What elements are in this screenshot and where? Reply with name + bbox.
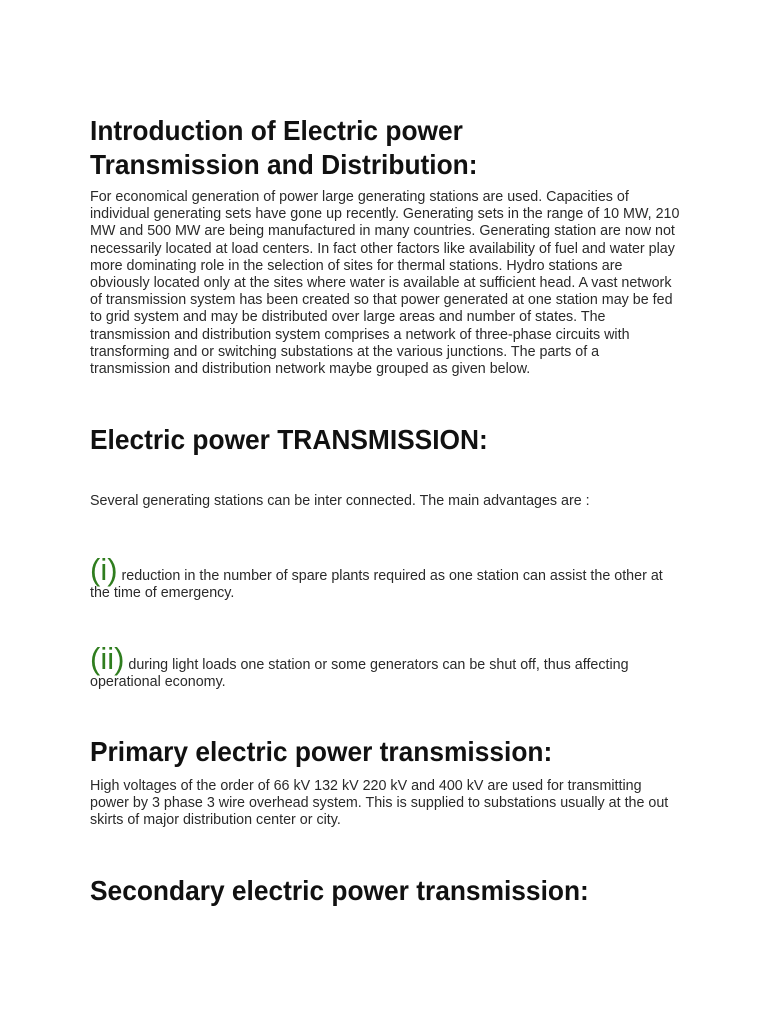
primary-transmission-heading: Primary electric power transmission: [90, 736, 553, 767]
advantage-text-1: reduction in the number of spare plants required as one station can assist the other at the time of emergency. [90, 568, 663, 602]
intro-paragraph: For economical generation of power large generating stations are used. Capacities of individual generating sets have gone up recently. Generating sets in the range of 10 MW, 210 MW and 500 MW are being manufactured in many countries. Generating station are now not necessarily located at load centers. In fact other factors like availability of fuel and water play more dominating role in the selection of sites for thermal stations. Hydro stations are obviously located only at the sites where water is available at sufficient head. A vast network of transmission system has been created so that power generated at one station may be fed to grid system and may be distributed over large areas and number of states. The transmission and distribution system comprises a network of three-phase circuits with transforming and or switching substations at the various junctions. The parts of a transmission and distribution network maybe grouped as given below. [90, 189, 680, 378]
intro-heading-line2: Transmission and Distribution: [90, 149, 478, 180]
primary-transmission-paragraph: High voltages of the order of 66 kV 132 kV 220 kV and 400 kV are used for transmitting power by 3 phase 3 wire overhead system. This is supplied to substations usually at the out skirts of major distribution center or city. [90, 778, 669, 829]
intro-heading [90, 114, 478, 182]
intro-heading-line1: Introduction of Electric power [90, 115, 463, 146]
transmission-intro-paragraph: Several generating stations can be inter connected. The main advantages are : [90, 493, 590, 509]
advantage-item-1 [90, 552, 682, 602]
transmission-heading: Electric power TRANSMISSION: [90, 424, 488, 455]
advantage-marker-2: (ii) [90, 641, 125, 676]
advantage-marker-1: (i) [90, 552, 118, 587]
secondary-transmission-heading: Secondary electric power transmission: [90, 875, 589, 906]
advantage-text-2: during light loads one station or some generators can be shut off, thus affecting operational economy. [90, 657, 629, 691]
advantage-item-2 [90, 641, 682, 691]
